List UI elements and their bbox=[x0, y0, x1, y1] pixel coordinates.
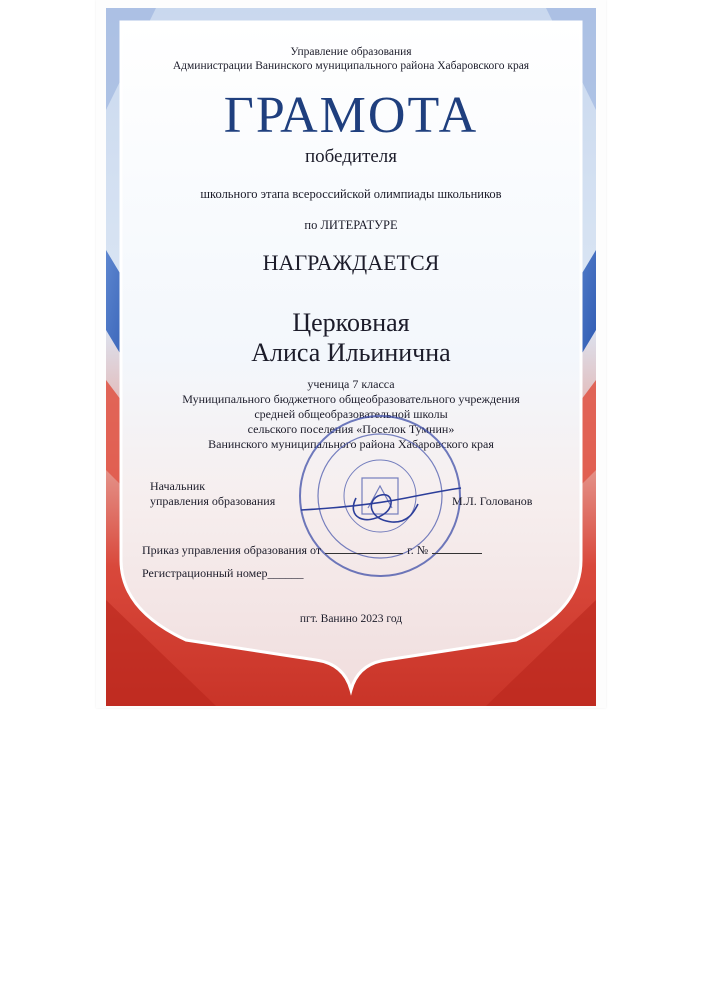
order-label: Приказ управления образования от bbox=[142, 543, 322, 557]
recipient-given-names: Алиса Ильинична bbox=[251, 338, 451, 367]
place-and-year: пгт. Ванино 2023 год bbox=[299, 613, 403, 625]
certificate-title: ГРАМОТА bbox=[223, 87, 479, 144]
awarded-heading: НАГРАЖДАЕТСЯ bbox=[262, 250, 440, 275]
chief-title-line-1: Начальник bbox=[150, 479, 206, 493]
chief-title-line-2: управления образования bbox=[150, 494, 276, 508]
registration-number: Регистрационный номер______ bbox=[142, 566, 304, 580]
recipient-grade: ученица 7 класса bbox=[307, 377, 395, 391]
school-line-2: средней общеобразовательной школы bbox=[254, 407, 448, 421]
issuer-line-2: Администрации Ванинского муниципального района Хабаровского края bbox=[172, 60, 530, 72]
school-line-3: сельского поселения «Поселок Тумнин» bbox=[247, 422, 455, 436]
olympiad-stage: школьного этапа всероссийской олимпиады школьников bbox=[200, 187, 502, 201]
recipient-name bbox=[96, 308, 606, 368]
issuer-line-1: Управление образования bbox=[290, 46, 412, 58]
signer-name: М.Л. Голованов bbox=[452, 494, 533, 508]
order-number-blank bbox=[432, 543, 482, 554]
certificate-page bbox=[96, 0, 606, 708]
issuer-header bbox=[96, 45, 606, 73]
certificate-subtitle: победителя bbox=[304, 146, 398, 167]
order-line bbox=[142, 543, 482, 558]
order-date-blank bbox=[325, 543, 403, 554]
chief-title bbox=[150, 479, 275, 509]
recipient-surname: Церковная bbox=[292, 308, 410, 337]
order-number-label: г. № bbox=[407, 543, 429, 557]
handwritten-signature bbox=[296, 468, 466, 538]
school-line-1: Муниципального бюджетного общеобразовательного учреждения bbox=[182, 392, 520, 406]
olympiad-subject: по ЛИТЕРАТУРЕ bbox=[304, 218, 398, 232]
school-line-4: Ванинского муниципального района Хабаровского края bbox=[208, 437, 494, 451]
